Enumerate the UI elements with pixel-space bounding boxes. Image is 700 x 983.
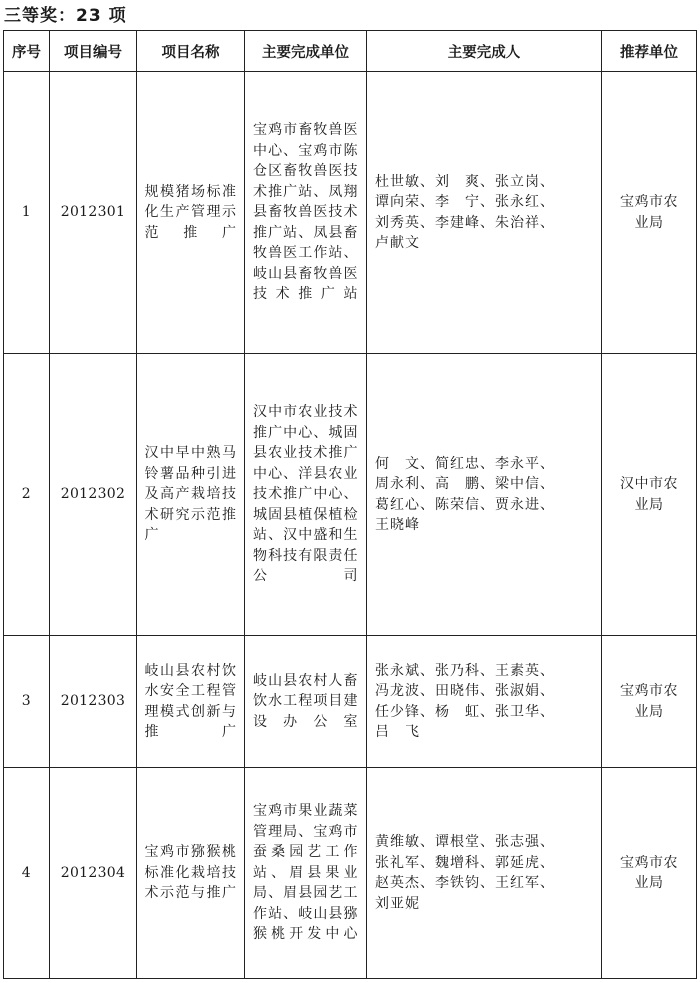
header-recommender: 推荐单位 <box>602 31 697 72</box>
recommender: 宝鸡市农业局 <box>620 854 678 891</box>
header-name: 项目名称 <box>137 31 245 72</box>
table-row <box>4 72 697 354</box>
cell-code <box>50 768 137 979</box>
cell-units <box>245 354 367 636</box>
table-row <box>4 636 697 768</box>
cell-name <box>137 72 245 354</box>
cell-seq <box>4 354 50 636</box>
project-code: 2012301 <box>60 204 126 221</box>
cell-code <box>50 636 137 768</box>
seq-value: 3 <box>21 693 32 710</box>
cell-units <box>245 768 367 979</box>
cell-units <box>245 72 367 354</box>
cell-people <box>367 354 602 636</box>
project-name: 岐山县农村饮水安全工程管理模式创新与推广 <box>144 662 237 740</box>
cell-seq <box>4 636 50 768</box>
table-row <box>4 354 697 636</box>
recommender: 宝鸡市农业局 <box>620 194 678 231</box>
project-code: 2012302 <box>60 486 126 503</box>
cell-people <box>367 768 602 979</box>
project-code: 2012304 <box>60 864 126 881</box>
cell-seq <box>4 72 50 354</box>
completing-people: 何 文、简红忠、李永平、 周永利、高 鹏、梁中信、 葛红心、陈荣信、贾永进、 王晓峰 <box>375 455 555 533</box>
award-table <box>3 30 697 979</box>
project-code: 2012303 <box>60 693 126 710</box>
seq-value: 1 <box>21 204 32 221</box>
seq-value: 2 <box>21 486 32 503</box>
cell-name <box>137 636 245 768</box>
recommender: 宝鸡市农业局 <box>620 683 678 720</box>
table-row <box>4 768 697 979</box>
completing-people: 黄维敏、谭根堂、张志强、 张礼军、魏增科、郭延虎、 赵英杰、李铁钧、王红军、 刘亚妮 <box>375 834 555 912</box>
cell-name <box>137 768 245 979</box>
seq-value: 4 <box>21 864 32 881</box>
section-heading: 三等奖：23 项 <box>4 6 127 26</box>
cell-code <box>50 72 137 354</box>
cell-seq <box>4 768 50 979</box>
cell-units <box>245 636 367 768</box>
cell-name <box>137 354 245 636</box>
header-code: 项目编号 <box>50 31 137 72</box>
project-name: 汉中早中熟马铃薯品种引进及高产栽培技术研究示范推广 <box>144 445 237 544</box>
cell-recommender <box>602 72 697 354</box>
completing-units: 宝鸡市畜牧兽医中心、宝鸡市陈仓区畜牧兽医技术推广站、凤翔县畜牧兽医技术推广站、凤县畜牧兽医工作站、岐山县畜牧兽医技术推广站 <box>253 122 358 303</box>
cell-recommender <box>602 354 697 636</box>
cell-recommender <box>602 636 697 768</box>
project-name: 规模猪场标准化生产管理示范推广 <box>144 183 237 241</box>
cell-people <box>367 636 602 768</box>
completing-units: 岐山县农村人畜饮水工程项目建设办公室 <box>253 672 358 730</box>
project-name: 宝鸡市猕猴桃标准化栽培技术示范与推广 <box>144 844 237 902</box>
completing-people: 杜世敏、刘 爽、张立岗、 谭向荣、李 宁、张永红、 刘秀英、李建峰、朱治祥、 卢献文 <box>375 173 555 251</box>
header-seq: 序号 <box>4 31 50 72</box>
table-header-row <box>4 31 697 72</box>
cell-recommender <box>602 768 697 979</box>
recommender: 汉中市农业局 <box>620 476 678 513</box>
header-units: 主要完成单位 <box>245 31 367 72</box>
completing-units: 宝鸡市果业蔬菜管理局、宝鸡市蚕桑园艺工作站、眉县果业局、眉县园艺工作站、岐山县猕猴桃开发中心 <box>253 803 358 943</box>
completing-units: 汉中市农业技术推广中心、城固县农业技术推广中心、洋县农业技术推广中心、城固县植保植检站、汉中盛和生物科技有限责任公司 <box>253 404 358 585</box>
completing-people: 张永斌、张乃科、王素英、 冯龙波、田晓伟、张淑娟、 任少锋、杨 虹、张卫华、 吕 飞 <box>375 662 555 740</box>
cell-people <box>367 72 602 354</box>
cell-code <box>50 354 137 636</box>
header-people: 主要完成人 <box>367 31 602 72</box>
